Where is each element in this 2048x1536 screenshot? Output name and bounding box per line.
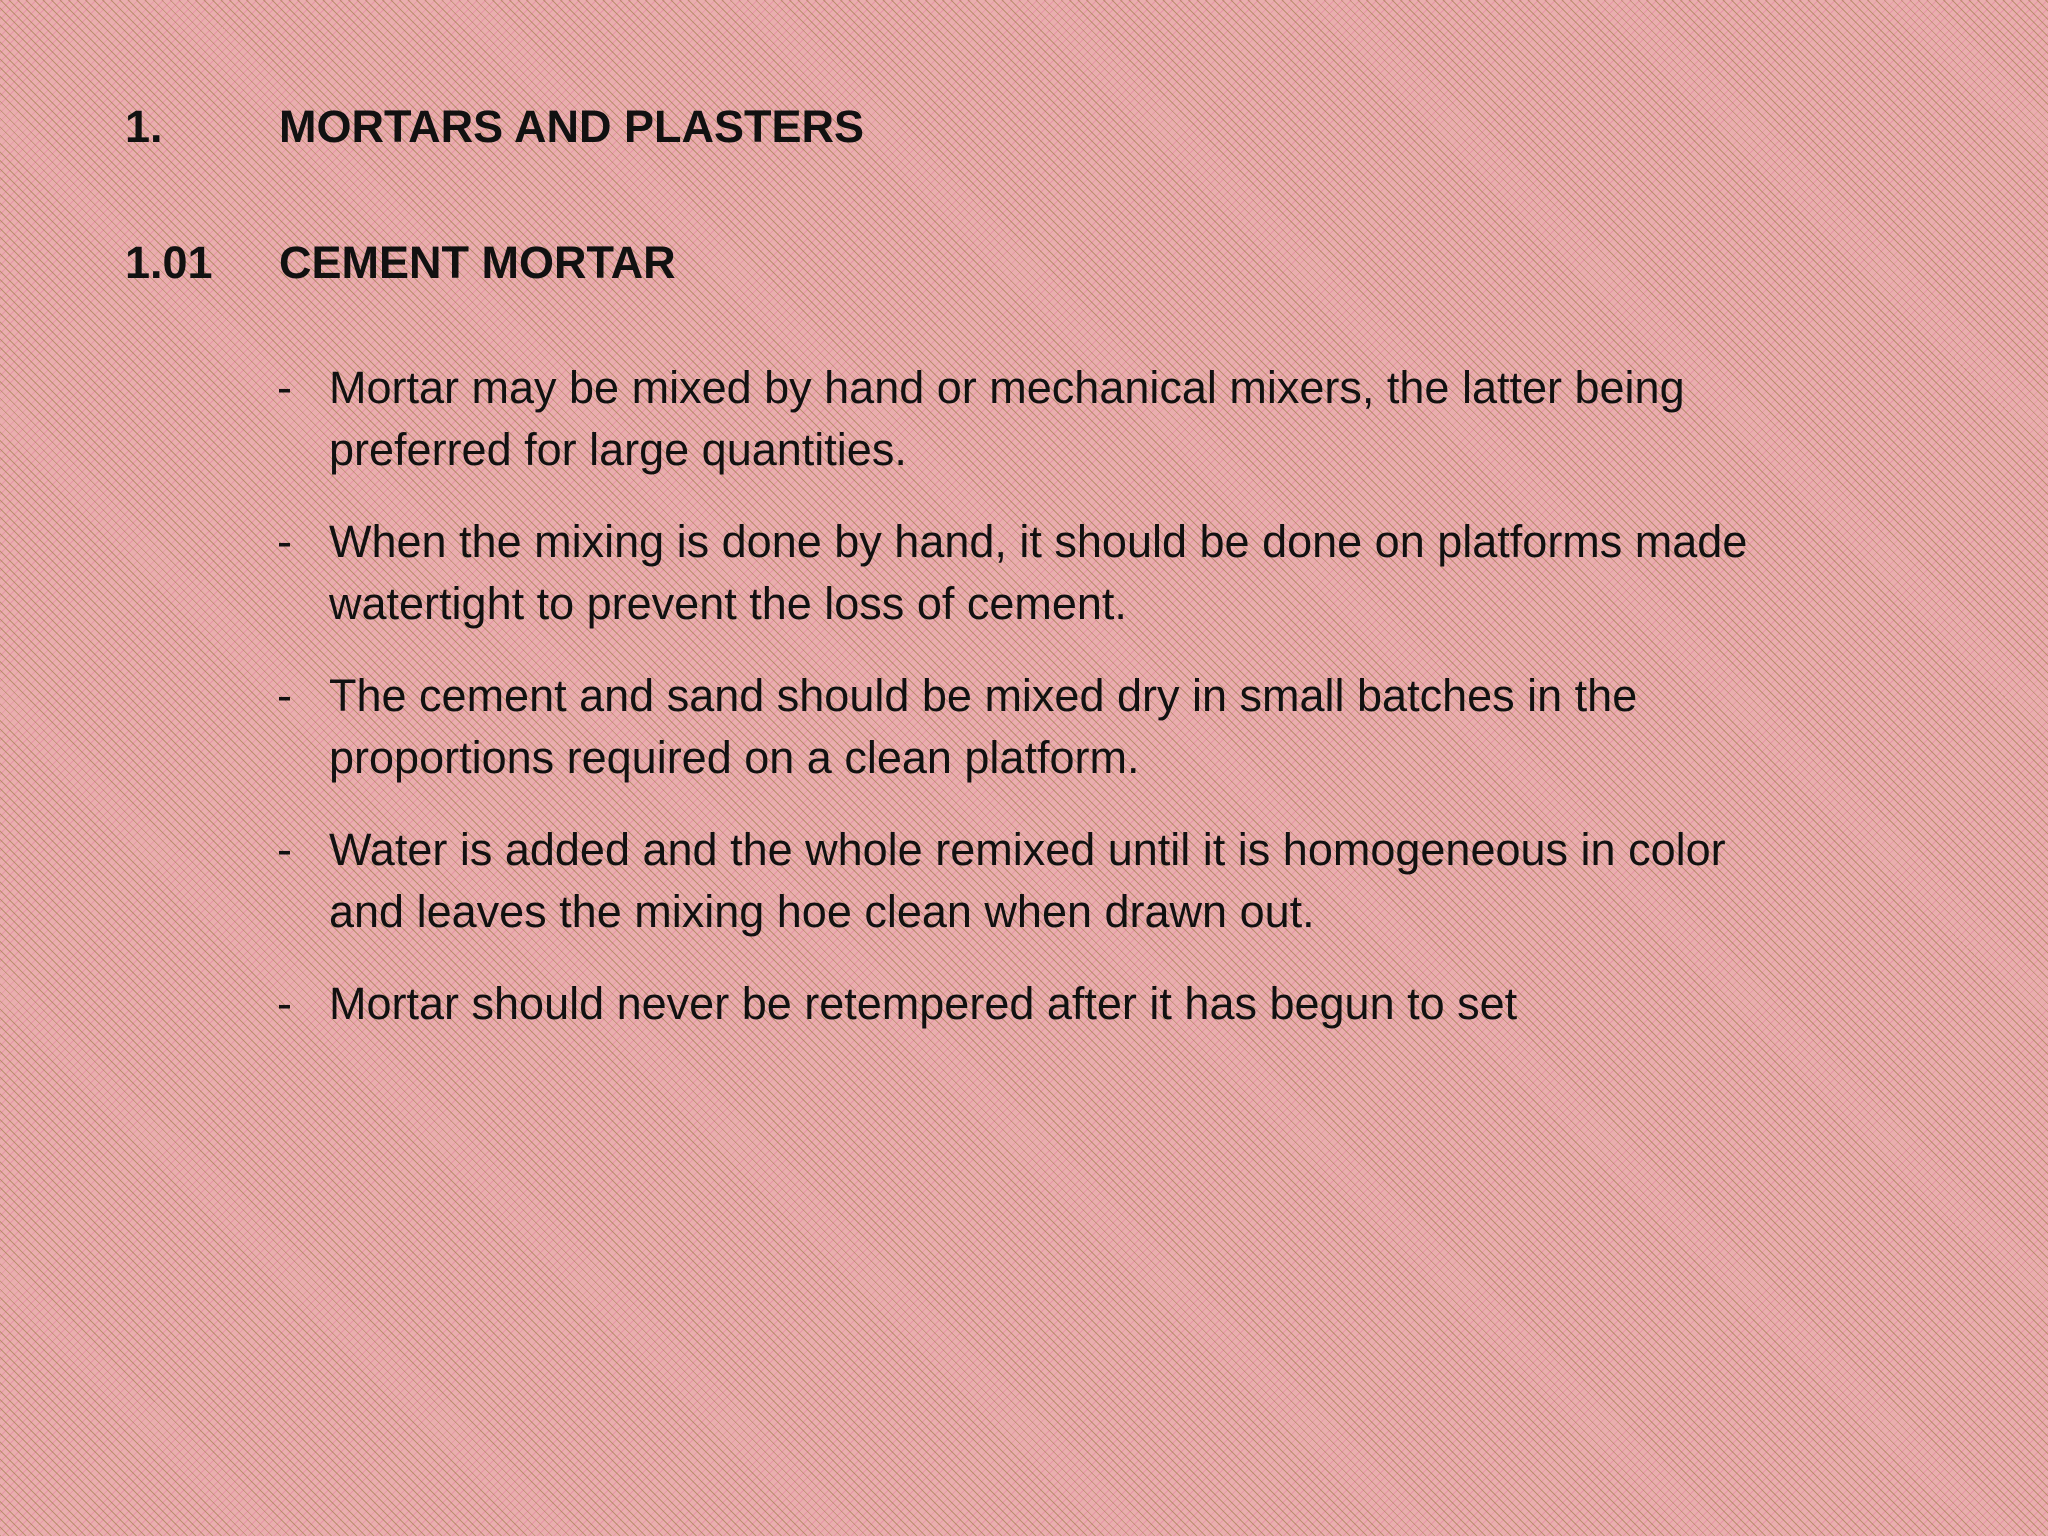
section-title: MORTARS AND PLASTERS xyxy=(279,101,864,152)
bullet-item xyxy=(277,973,1777,1035)
section-number: 1. xyxy=(125,101,163,152)
subsection-number: 1.01 xyxy=(125,237,213,288)
section-heading xyxy=(125,101,864,153)
bullet-dash: - xyxy=(277,978,292,1029)
bullet-dash: - xyxy=(277,824,292,875)
bullet-text: Mortar may be mixed by hand or mechanical mixers, the latter being preferred for large quantities. xyxy=(329,362,1685,475)
subsection-title: CEMENT MORTAR xyxy=(279,237,676,288)
bullet-list xyxy=(277,357,1777,1065)
subsection-heading xyxy=(125,237,676,289)
bullet-item xyxy=(277,819,1777,943)
bullet-item xyxy=(277,665,1777,789)
bullet-text: Mortar should never be retempered after it has begun to set xyxy=(329,978,1518,1029)
bullet-text: The cement and sand should be mixed dry in small batches in the proportions required on a clean platform. xyxy=(329,670,1638,783)
bullet-item xyxy=(277,511,1777,635)
bullet-text: When the mixing is done by hand, it should be done on platforms made watertight to prevent the loss of cement. xyxy=(329,516,1748,629)
bullet-dash: - xyxy=(277,362,292,413)
bullet-item xyxy=(277,357,1777,481)
bullet-dash: - xyxy=(277,670,292,721)
bullet-dash: - xyxy=(277,516,292,567)
bullet-text: Water is added and the whole remixed until it is homogeneous in color and leaves the mixing hoe clean when drawn out. xyxy=(329,824,1726,937)
